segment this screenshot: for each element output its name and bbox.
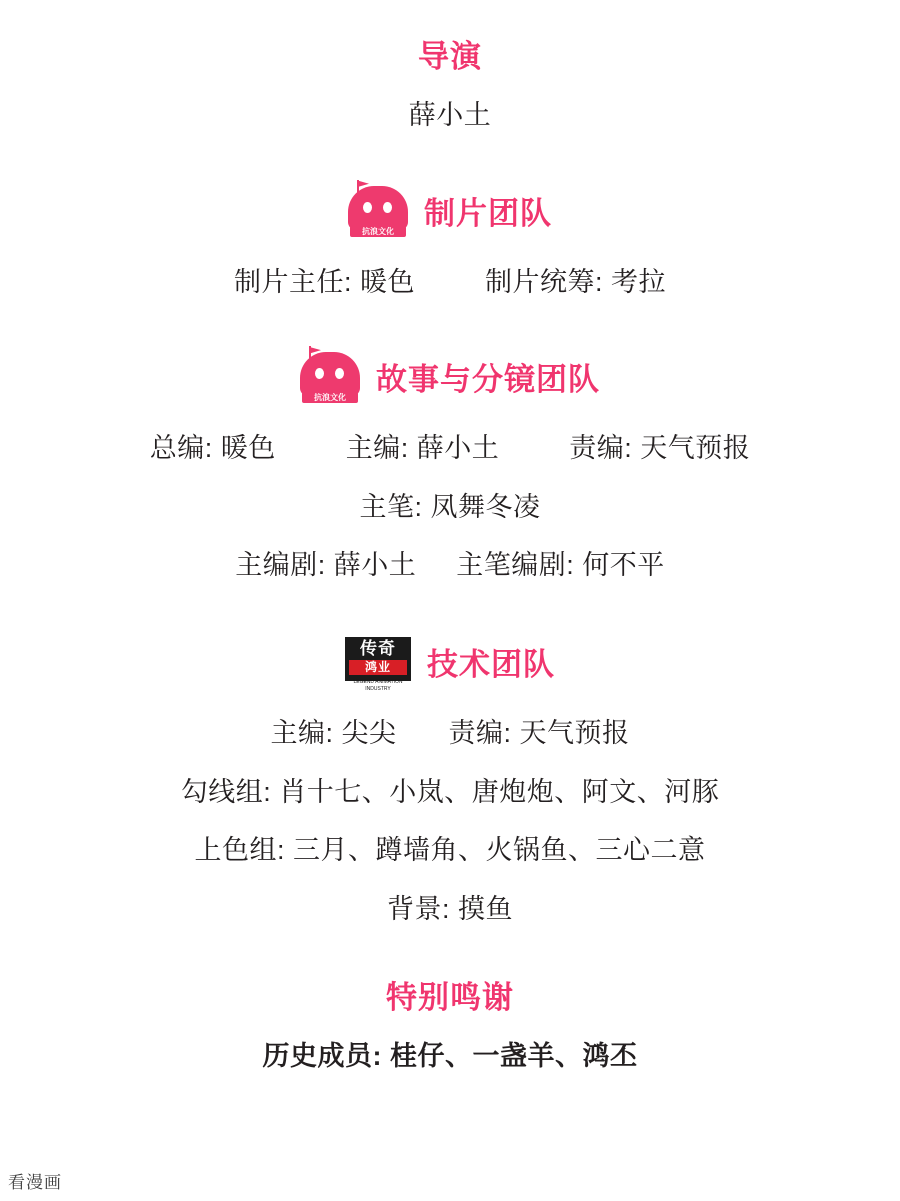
- pink-studio-logo-caption: 抗浪文化: [350, 226, 406, 237]
- section-thanks-title: 特别鸣谢: [386, 980, 514, 1016]
- section-director: [0, 38, 900, 134]
- pink-studio-logo-icon: [348, 186, 408, 242]
- section-production-heading-row: [0, 186, 900, 242]
- pink-studio-logo-icon: [300, 352, 360, 408]
- credit-row: [0, 547, 900, 583]
- pink-studio-logo-caption: 抗浪文化: [302, 392, 358, 403]
- credit-row: [0, 489, 900, 525]
- credit-entry: 勾线组: 肖十七、小岚、唐炮炮、阿文、河豚: [180, 776, 720, 807]
- credit-entry: 总编: 暖色: [149, 433, 276, 464]
- dark-studio-logo-redbar: 鸿业: [349, 660, 407, 675]
- credit-entry: 责编: 天气预报: [569, 433, 751, 464]
- credit-entry: 主编: 尖尖: [270, 718, 397, 749]
- credit-row: [0, 97, 900, 133]
- dark-studio-logo-cjk: 传奇: [360, 639, 396, 659]
- credit-entry: 薛小土: [408, 100, 492, 131]
- credit-row: [0, 715, 900, 751]
- credit-entry: 历史成员: 桂仔、一盏羊、鸿丕: [262, 1041, 638, 1072]
- credit-entry: 上色组: 三月、蹲墙角、火锅鱼、三心二意: [194, 835, 706, 866]
- credit-row: [0, 1038, 900, 1074]
- section-technical-heading-row: [0, 635, 900, 693]
- section-story-title: 故事与分镜团队: [376, 362, 600, 398]
- section-story-storyboard-team: [0, 352, 900, 583]
- top-spacer: [0, 0, 900, 38]
- credit-entry: 责编: 天气预报: [448, 718, 630, 749]
- watermark: 看漫画: [8, 1173, 62, 1192]
- section-production-team: [0, 186, 900, 300]
- section-technical-team: [0, 635, 900, 927]
- section-director-heading-row: [0, 38, 900, 75]
- credit-entry: 主笔: 凤舞冬凌: [359, 491, 541, 522]
- section-production-title: 制片团队: [424, 196, 552, 232]
- credit-row: [0, 430, 900, 466]
- section-thanks-heading-row: [0, 979, 900, 1016]
- credit-entry: 主编: 薛小土: [345, 433, 500, 464]
- section-director-title: 导演: [418, 39, 482, 74]
- section-story-heading-row: [0, 352, 900, 408]
- dark-studio-logo-micro: LEGEND ANIMATION INDUSTRY: [353, 679, 403, 693]
- credit-entry: 制片主任: 暖色: [233, 266, 415, 297]
- credit-row: [0, 891, 900, 927]
- credit-entry: 主编剧: 薛小土: [235, 549, 417, 580]
- credit-row: [0, 774, 900, 810]
- section-special-thanks: [0, 979, 900, 1075]
- credit-entry: 背景: 摸鱼: [386, 893, 513, 924]
- credit-row: [0, 832, 900, 868]
- credit-entry: 制片统筹: 考拉: [485, 266, 667, 297]
- dark-studio-logo-icon: [345, 635, 411, 693]
- section-technical-title: 技术团队: [427, 646, 555, 682]
- credit-row: [0, 264, 900, 300]
- credit-entry: 主笔编剧: 何不平: [456, 549, 665, 580]
